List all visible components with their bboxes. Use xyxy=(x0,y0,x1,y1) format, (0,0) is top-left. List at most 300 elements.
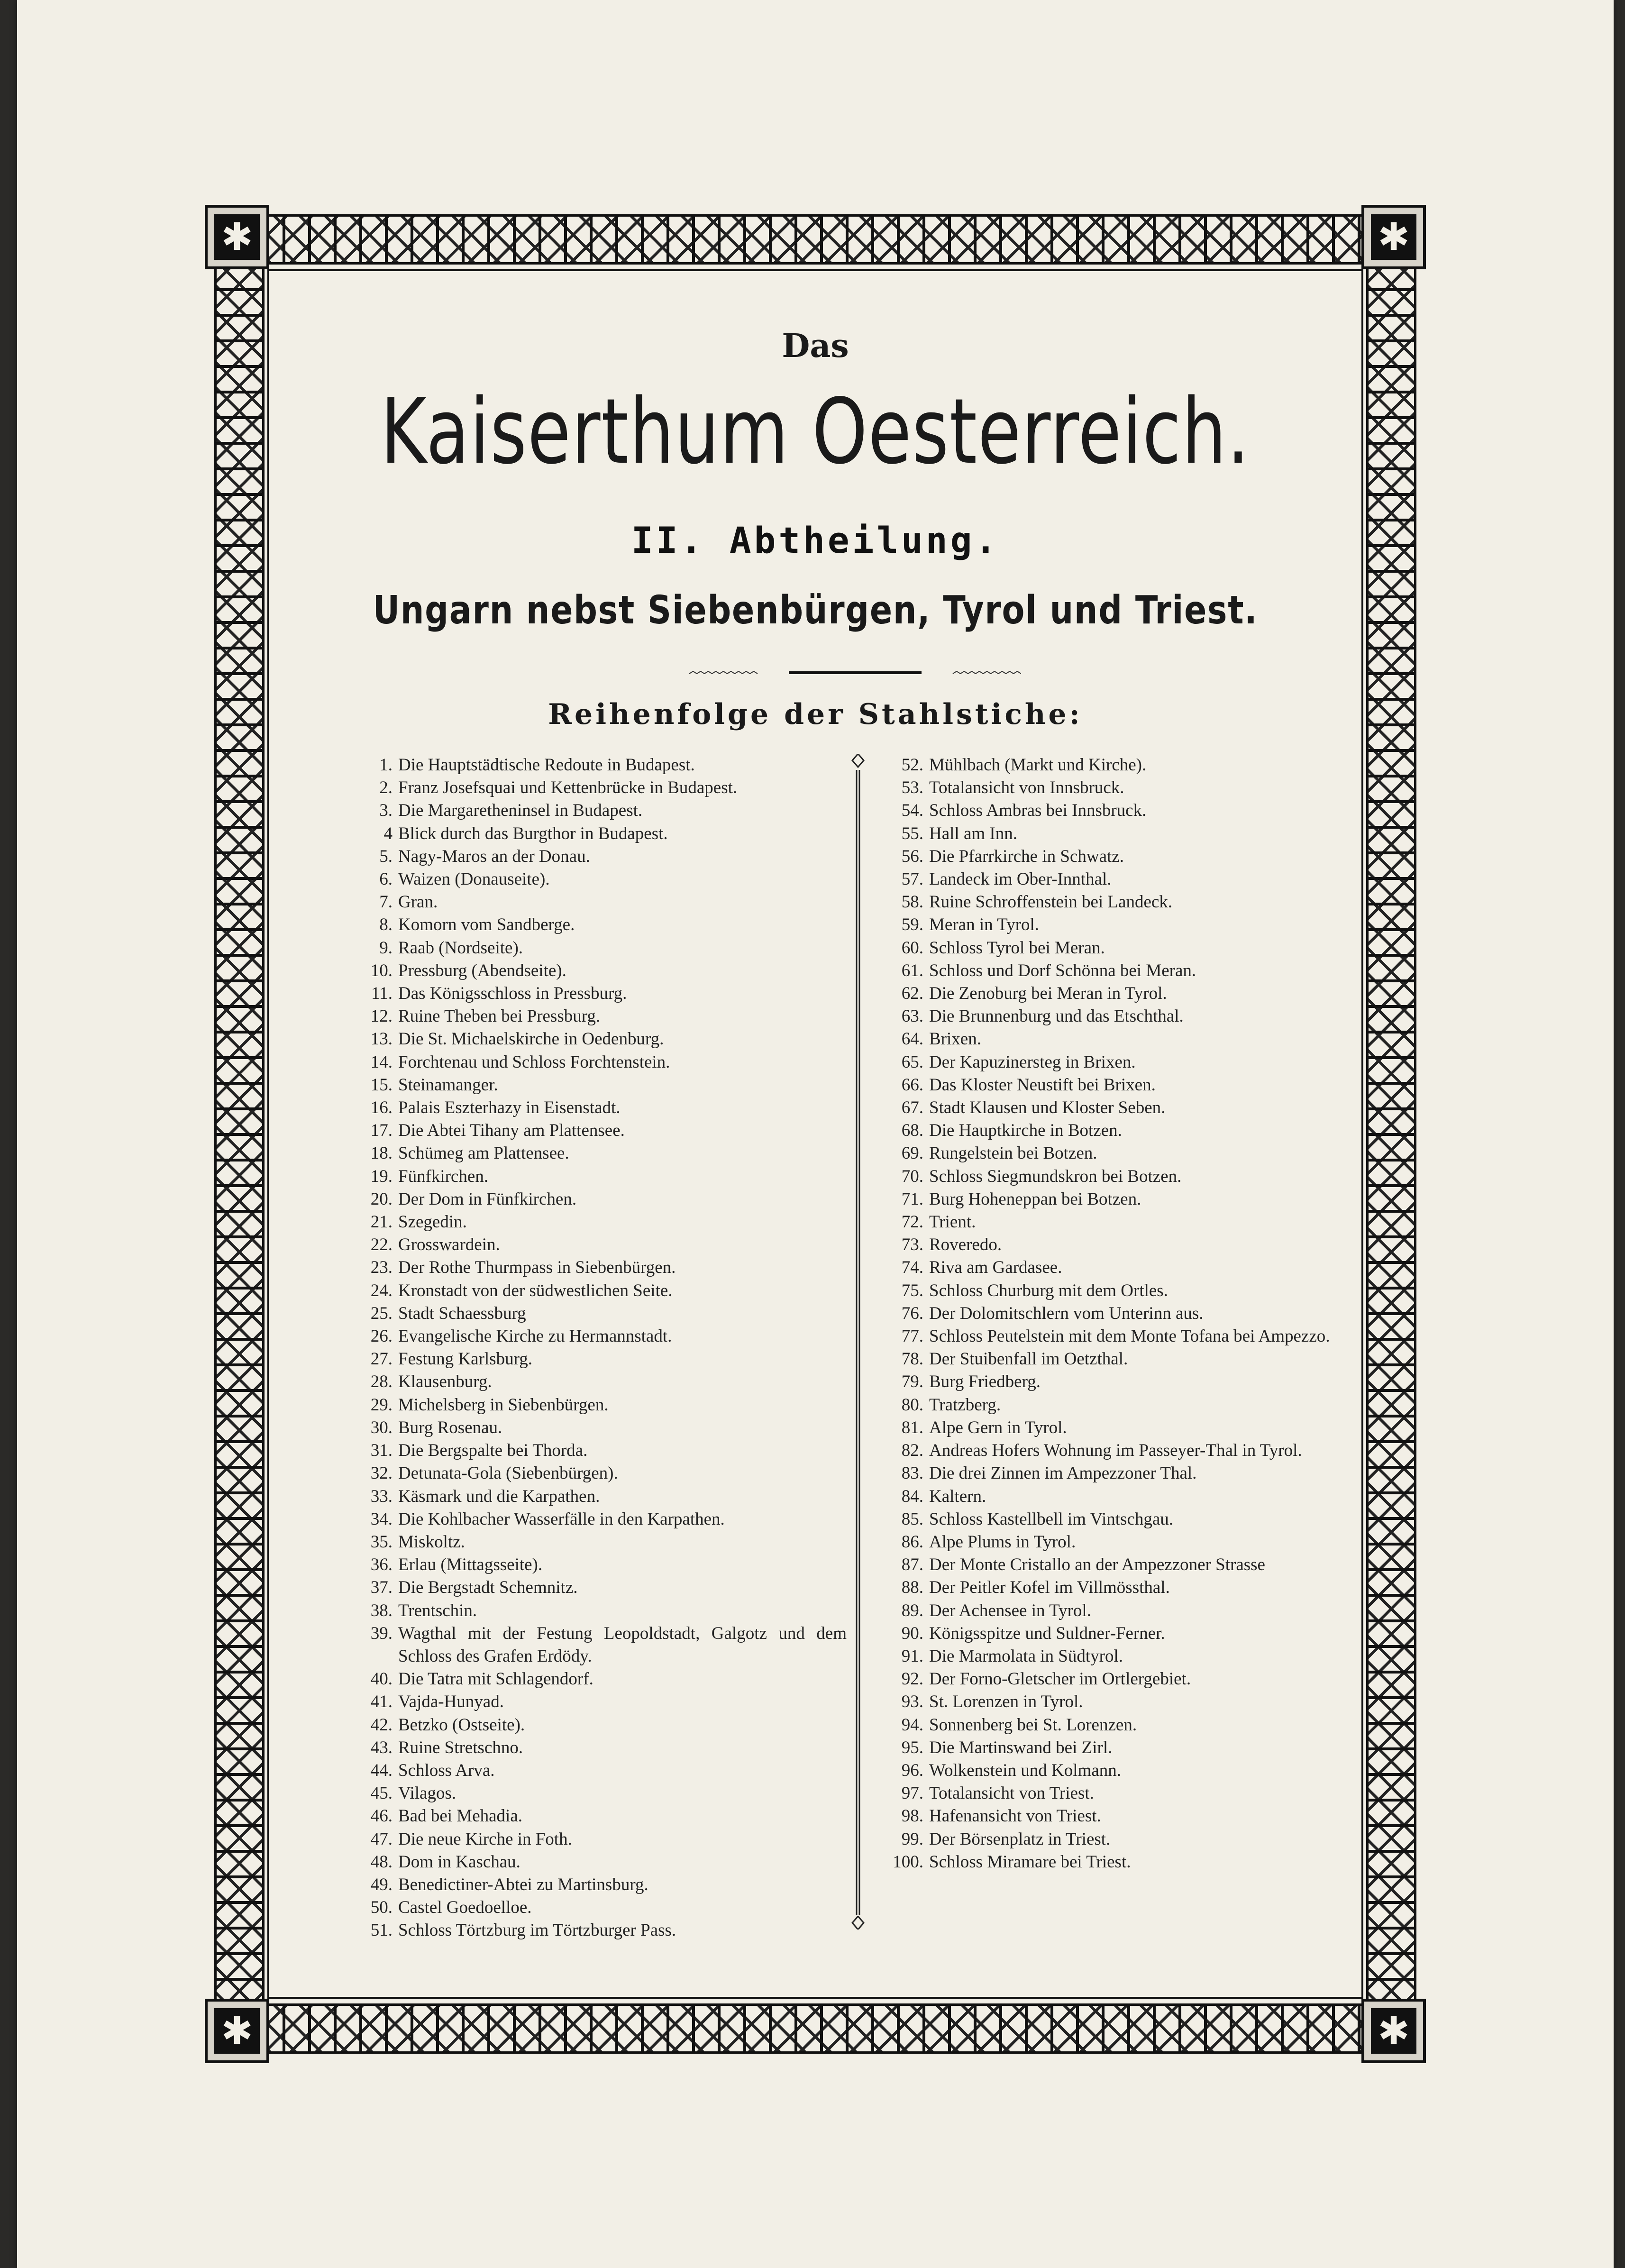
plate-number: 80. xyxy=(901,1395,923,1415)
list-item xyxy=(886,1280,1397,1302)
plate-title: Stadt Schaessburg xyxy=(398,1303,526,1323)
list-item xyxy=(349,1256,847,1279)
plate-number: 24. xyxy=(370,1280,393,1300)
list-item xyxy=(886,1051,1397,1074)
list-item xyxy=(349,1051,847,1074)
plate-number: 59. xyxy=(901,915,923,935)
list-item xyxy=(886,1256,1397,1279)
plate-title: Der Monte Cristallo an der Ampezzoner Strasse xyxy=(929,1555,1265,1575)
plate-title: Hall am Inn. xyxy=(929,823,1017,843)
border-top xyxy=(231,214,1399,265)
plate-number: 76. xyxy=(901,1303,923,1323)
list-item xyxy=(349,1668,847,1691)
plate-title: Roveredo. xyxy=(929,1235,1002,1255)
list-item xyxy=(349,799,847,822)
list-item xyxy=(349,1028,847,1051)
plate-number: 22. xyxy=(370,1235,393,1255)
plate-title: Der Peitler Kofel im Villmössthal. xyxy=(929,1578,1170,1598)
plate-title: Die Hauptkirche in Botzen. xyxy=(929,1121,1122,1141)
plate-number: 73. xyxy=(901,1235,923,1255)
page-title: Kaiserthum Oesterreich. xyxy=(380,379,1251,484)
plate-title: Erlau (Mittagsseite). xyxy=(398,1555,543,1575)
plate-title: Meran in Tyrol. xyxy=(929,915,1040,935)
plate-number: 92. xyxy=(901,1669,923,1689)
list-item xyxy=(349,1165,847,1188)
plate-number: 71. xyxy=(901,1189,923,1209)
plate-number: 69. xyxy=(901,1143,923,1163)
plate-number: 68. xyxy=(901,1121,923,1141)
plate-title: Andreas Hofers Wohnung im Passeyer-Thal in Tyrol. xyxy=(929,1441,1302,1461)
plate-number: 90. xyxy=(901,1623,923,1643)
plate-number: 56. xyxy=(901,846,923,866)
plate-number: 18. xyxy=(370,1143,393,1163)
plate-list-right xyxy=(886,754,1397,1874)
list-item xyxy=(886,1439,1397,1462)
plate-title: Burg Friedberg. xyxy=(929,1372,1041,1392)
plate-number: 26. xyxy=(370,1326,393,1346)
plate-title: Kronstadt von der südwestlichen Seite. xyxy=(398,1280,673,1300)
plate-number: 78. xyxy=(901,1349,923,1369)
plate-title: Ruine Schroffenstein bei Landeck. xyxy=(929,892,1173,912)
plate-number: 35. xyxy=(370,1532,393,1552)
list-item xyxy=(886,1234,1397,1256)
plate-number: 33. xyxy=(370,1486,393,1506)
plate-number: 49. xyxy=(370,1875,393,1894)
list-item xyxy=(349,1280,847,1302)
list-item xyxy=(349,845,847,868)
list-item xyxy=(349,823,847,845)
plate-title: Michelsberg in Siebenbürgen. xyxy=(398,1395,609,1415)
corner-ornament-top-right xyxy=(1361,205,1426,269)
plate-number: 61. xyxy=(901,960,923,980)
plate-list-left xyxy=(349,754,847,1942)
plate-number: 100. xyxy=(893,1852,923,1872)
list-item xyxy=(886,1576,1397,1599)
list-item xyxy=(886,1531,1397,1554)
plate-number: 88. xyxy=(901,1578,923,1598)
plate-title: Festung Karlsburg. xyxy=(398,1349,532,1369)
list-item xyxy=(349,1805,847,1828)
list-item xyxy=(886,823,1397,845)
asterisk-flower-icon: ✱ xyxy=(214,214,260,260)
plate-title: Benedictiner-Abtei zu Martinsburg. xyxy=(398,1875,648,1894)
plate-number: 50. xyxy=(370,1898,393,1918)
plate-number: 58. xyxy=(901,892,923,912)
plate-number: 55. xyxy=(901,823,923,843)
plate-title: Betzko (Ostseite). xyxy=(398,1715,525,1735)
list-item xyxy=(349,1394,847,1417)
list-item xyxy=(886,1394,1397,1417)
plate-title: Wolkenstein und Kolmann. xyxy=(929,1760,1121,1780)
list-item xyxy=(349,868,847,891)
plate-number: 40. xyxy=(370,1669,393,1689)
plate-number: 3. xyxy=(379,801,393,821)
plate-number: 85. xyxy=(901,1509,923,1529)
plate-title: Der Rothe Thurmpass in Siebenbürgen. xyxy=(398,1258,676,1278)
list-item xyxy=(886,1485,1397,1508)
list-item xyxy=(886,1782,1397,1805)
list-item xyxy=(886,868,1397,891)
plate-title: Komorn vom Sandberge. xyxy=(398,915,575,935)
corner-ornament-bottom-left xyxy=(205,1999,269,2063)
list-item xyxy=(349,1234,847,1256)
plate-number: 57. xyxy=(901,869,923,889)
plate-number: 15. xyxy=(370,1075,393,1095)
plate-title: Pressburg (Abendseite). xyxy=(398,960,566,980)
plate-title: Die St. Michaelskirche in Oedenburg. xyxy=(398,1029,664,1049)
plate-number: 82. xyxy=(901,1441,923,1461)
plate-title: Blick durch das Burgthor in Budapest. xyxy=(398,823,668,843)
list-item xyxy=(886,1851,1397,1874)
list-item xyxy=(886,1325,1397,1348)
list-item xyxy=(886,1074,1397,1097)
plate-number: 83. xyxy=(901,1463,923,1483)
plate-title: Evangelische Kirche zu Hermannstadt. xyxy=(398,1326,672,1346)
list-item xyxy=(349,1325,847,1348)
plate-number: 48. xyxy=(370,1852,393,1872)
plate-title: Die Marmolata in Südtyrol. xyxy=(929,1646,1123,1666)
plate-title: Hafenansicht von Triest. xyxy=(929,1806,1101,1826)
plate-title: Das Königsschloss in Pressburg. xyxy=(398,984,627,1004)
list-item xyxy=(349,1097,847,1119)
plate-title: Der Dolomitschlern vom Unterinn aus. xyxy=(929,1303,1204,1323)
list-item xyxy=(886,1005,1397,1028)
plate-number: 21. xyxy=(370,1212,393,1232)
plate-number: 1. xyxy=(379,755,393,775)
plate-number: 53. xyxy=(901,778,923,798)
plate-title: Klausenburg. xyxy=(398,1372,492,1392)
list-item xyxy=(349,982,847,1005)
plate-title: Rungelstein bei Botzen. xyxy=(929,1143,1097,1163)
plate-number: 42. xyxy=(370,1715,393,1735)
plate-number: 60. xyxy=(901,938,923,958)
plate-title: Schloss Törtzburg im Törtzburger Pass. xyxy=(398,1920,676,1940)
plate-number: 64. xyxy=(901,1029,923,1049)
plate-title: Grosswardein. xyxy=(398,1235,500,1255)
corner-ornament-bottom-right xyxy=(1361,1999,1426,2063)
plate-number: 96. xyxy=(901,1760,923,1780)
asterisk-flower-icon: ✱ xyxy=(1371,214,1416,260)
paper-sheet xyxy=(17,0,1614,2268)
plate-title: Die Bergspalte bei Thorda. xyxy=(398,1441,588,1461)
plate-number: 54. xyxy=(901,801,923,821)
list-item xyxy=(349,891,847,914)
plate-number: 63. xyxy=(901,1006,923,1026)
plate-number: 44. xyxy=(370,1760,393,1780)
plate-number: 67. xyxy=(901,1098,923,1118)
list-item xyxy=(349,1371,847,1393)
plate-title: Schloss Siegmundskron bei Botzen. xyxy=(929,1166,1182,1186)
plate-title: Totalansicht von Innsbruck. xyxy=(929,778,1124,798)
plate-title: Die Bergstadt Schemnitz. xyxy=(398,1578,578,1598)
list-item xyxy=(886,754,1397,777)
plate-title: Schümeg am Plattensee. xyxy=(398,1143,569,1163)
plate-title: Schloss Churburg mit dem Ortles. xyxy=(929,1280,1168,1300)
list-item xyxy=(349,1188,847,1211)
plate-title: Die Pfarrkirche in Schwatz. xyxy=(929,846,1124,866)
plate-title: Raab (Nordseite). xyxy=(398,938,523,958)
plate-title: Alpe Plums in Tyrol. xyxy=(929,1532,1076,1552)
plate-number: 4 xyxy=(383,823,393,843)
list-item xyxy=(886,1302,1397,1325)
list-item xyxy=(886,1142,1397,1165)
list-item xyxy=(349,1851,847,1874)
plate-number: 94. xyxy=(901,1715,923,1735)
list-item xyxy=(349,1005,847,1028)
plate-title: Burg Rosenau. xyxy=(398,1418,502,1437)
list-item xyxy=(349,1896,847,1919)
plate-title: Steinamanger. xyxy=(398,1075,498,1095)
plate-title: Forchtenau und Schloss Forchtenstein. xyxy=(398,1052,670,1072)
plate-number: 41. xyxy=(370,1692,393,1712)
plate-title: Schloss und Dorf Schönna bei Meran. xyxy=(929,960,1196,980)
list-item xyxy=(349,1417,847,1439)
plate-title: Der Dom in Fünfkirchen. xyxy=(398,1189,577,1209)
plate-number: 81. xyxy=(901,1418,923,1437)
plate-number: 29. xyxy=(370,1395,393,1415)
plate-title: Tratzberg. xyxy=(929,1395,1001,1415)
plate-title: Brixen. xyxy=(929,1029,981,1049)
plate-number: 39. xyxy=(370,1623,393,1643)
plate-number: 6. xyxy=(379,869,393,889)
list-item xyxy=(349,1919,847,1942)
plate-title: Die Margaretheninsel in Budapest. xyxy=(398,801,643,821)
plate-number: 62. xyxy=(901,984,923,1004)
plate-title: Castel Goedoelloe. xyxy=(398,1898,532,1918)
plate-number: 32. xyxy=(370,1463,393,1483)
plate-title: Der Forno-Gletscher im Ortlergebiet. xyxy=(929,1669,1191,1689)
list-item xyxy=(886,799,1397,822)
plate-number: 75. xyxy=(901,1280,923,1300)
list-item xyxy=(349,1691,847,1713)
plate-number: 34. xyxy=(370,1509,393,1529)
plate-title: Der Achensee in Tyrol. xyxy=(929,1600,1091,1620)
list-item xyxy=(349,754,847,777)
list-item xyxy=(886,891,1397,914)
plate-title: Palais Eszterhazy in Eisenstadt. xyxy=(398,1098,621,1118)
plate-title: Landeck im Ober-Innthal. xyxy=(929,869,1112,889)
plate-number: 38. xyxy=(370,1600,393,1620)
plate-title: Trentschin. xyxy=(398,1600,477,1620)
list-item xyxy=(349,1576,847,1599)
list-item xyxy=(886,1508,1397,1531)
plate-number: 30. xyxy=(370,1418,393,1437)
list-item xyxy=(886,1188,1397,1211)
plate-number: 72. xyxy=(901,1212,923,1232)
list-item xyxy=(349,1074,847,1097)
list-item xyxy=(349,1714,847,1737)
plate-title: St. Lorenzen in Tyrol. xyxy=(929,1692,1083,1712)
plate-number: 87. xyxy=(901,1555,923,1575)
corner-ornament-top-left xyxy=(205,205,269,269)
part-label: II. Abtheilung. xyxy=(631,519,1000,561)
plate-title: Vajda-Hunyad. xyxy=(398,1692,504,1712)
list-item xyxy=(349,1211,847,1234)
plate-title: Der Kapuzinersteg in Brixen. xyxy=(929,1052,1136,1072)
list-item xyxy=(349,1119,847,1142)
plate-number: 79. xyxy=(901,1372,923,1392)
plate-number: 19. xyxy=(370,1166,393,1186)
plate-title: Schloss Arva. xyxy=(398,1760,495,1780)
plate-title: Nagy-Maros an der Donau. xyxy=(398,846,590,866)
list-item xyxy=(349,1302,847,1325)
list-item xyxy=(886,1165,1397,1188)
list-item xyxy=(886,1417,1397,1439)
list-item xyxy=(349,1142,847,1165)
list-item xyxy=(886,1805,1397,1828)
ornamental-divider xyxy=(689,669,1021,676)
list-item xyxy=(349,960,847,982)
plate-number: 74. xyxy=(901,1258,923,1278)
plate-number: 37. xyxy=(370,1578,393,1598)
plate-number: 14. xyxy=(370,1052,393,1072)
list-item xyxy=(886,1097,1397,1119)
plate-title: Schloss Ambras bei Innsbruck. xyxy=(929,801,1147,821)
list-item xyxy=(349,1439,847,1462)
plate-title: Der Stuibenfall im Oetzthal. xyxy=(929,1349,1128,1369)
plate-title: Kaltern. xyxy=(929,1486,986,1506)
plate-title: Burg Hoheneppan bei Botzen. xyxy=(929,1189,1141,1209)
plate-title: Die Kohlbacher Wasserfälle in den Karpathen. xyxy=(398,1509,725,1529)
plate-number: 8. xyxy=(379,915,393,935)
plate-number: 43. xyxy=(370,1738,393,1757)
list-item xyxy=(349,1759,847,1782)
plate-number: 93. xyxy=(901,1692,923,1712)
list-item xyxy=(349,777,847,799)
list-item xyxy=(886,1622,1397,1645)
plate-number: 27. xyxy=(370,1349,393,1369)
list-item xyxy=(886,1828,1397,1851)
plate-title: Schloss Peutelstein mit dem Monte Tofana bei Ampezzo. xyxy=(929,1326,1330,1346)
plate-title: Vilagos. xyxy=(398,1783,456,1803)
list-item xyxy=(349,1485,847,1508)
plate-number: 11. xyxy=(371,984,393,1004)
plate-title: Schloss Kastellbell im Vintschgau. xyxy=(929,1509,1174,1529)
list-item xyxy=(349,1828,847,1851)
plate-title: Franz Josefsquai und Kettenbrücke in Budapest. xyxy=(398,778,738,798)
border-bottom xyxy=(231,2003,1399,2054)
list-item xyxy=(886,777,1397,799)
list-item xyxy=(349,1782,847,1805)
list-item xyxy=(886,1714,1397,1737)
plate-number: 7. xyxy=(379,892,393,912)
asterisk-flower-icon: ✱ xyxy=(1371,2008,1416,2054)
plate-title: Waizen (Donauseite). xyxy=(398,869,550,889)
list-item xyxy=(886,845,1397,868)
plate-number: 52. xyxy=(901,755,923,775)
plate-number: 65. xyxy=(901,1052,923,1072)
plate-number: 28. xyxy=(370,1372,393,1392)
asterisk-flower-icon: ✱ xyxy=(214,2008,260,2054)
plate-title: Miskoltz. xyxy=(398,1532,465,1552)
plate-title: Der Börsenplatz in Triest. xyxy=(929,1829,1111,1849)
plate-title: Die Zenoburg bei Meran in Tyrol. xyxy=(929,984,1167,1004)
plate-number: 16. xyxy=(370,1098,393,1118)
list-item xyxy=(886,1348,1397,1371)
list-item xyxy=(349,1462,847,1485)
list-item xyxy=(349,1348,847,1371)
list-item xyxy=(886,1737,1397,1759)
list-item xyxy=(349,1508,847,1531)
subtitle: Ungarn nebst Siebenbürgen, Tyrol und Triest. xyxy=(373,588,1258,633)
plate-number: 2. xyxy=(379,778,393,798)
plate-title: Die Abtei Tihany am Plattensee. xyxy=(398,1121,625,1141)
plate-title: Königsspitze und Suldner-Ferner. xyxy=(929,1623,1165,1643)
list-item xyxy=(886,1645,1397,1668)
list-item xyxy=(886,1462,1397,1485)
plate-title: Gran. xyxy=(398,892,438,912)
plate-number: 10. xyxy=(370,960,393,980)
plate-title: Sonnenberg bei St. Lorenzen. xyxy=(929,1715,1137,1735)
plate-title: Detunata-Gola (Siebenbürgen). xyxy=(398,1463,618,1483)
plate-number: 9. xyxy=(379,938,393,958)
plate-title: Stadt Klausen und Kloster Seben. xyxy=(929,1098,1166,1118)
plate-number: 12. xyxy=(370,1006,393,1026)
plate-number: 86. xyxy=(901,1532,923,1552)
list-item xyxy=(349,937,847,960)
plate-number: 46. xyxy=(370,1806,393,1826)
list-item xyxy=(886,1668,1397,1691)
plate-title: Das Kloster Neustift bei Brixen. xyxy=(929,1075,1156,1095)
plate-number: 31. xyxy=(370,1441,393,1461)
list-item xyxy=(886,1371,1397,1393)
plate-number: 66. xyxy=(901,1075,923,1095)
plate-number: 13. xyxy=(370,1029,393,1049)
list-item xyxy=(349,1737,847,1759)
list-item xyxy=(886,914,1397,936)
plate-number: 17. xyxy=(370,1121,393,1141)
plate-number: 91. xyxy=(901,1646,923,1666)
list-item xyxy=(886,982,1397,1005)
title-prefix: Das xyxy=(782,327,849,365)
plate-number: 97. xyxy=(901,1783,923,1803)
plate-title: Mühlbach (Markt und Kirche). xyxy=(929,755,1147,775)
list-item xyxy=(886,1691,1397,1713)
plate-title: Totalansicht von Triest. xyxy=(929,1783,1094,1803)
plate-title: Dom in Kaschau. xyxy=(398,1852,520,1872)
list-item xyxy=(886,1211,1397,1234)
list-item xyxy=(349,1874,847,1896)
plate-title: Käsmark und die Karpathen. xyxy=(398,1486,600,1506)
plate-title: Ruine Stretschno. xyxy=(398,1738,523,1757)
list-item xyxy=(886,1554,1397,1576)
plate-number: 51. xyxy=(370,1920,393,1940)
list-item xyxy=(886,1119,1397,1142)
list-item xyxy=(886,937,1397,960)
plate-number: 47. xyxy=(370,1829,393,1849)
plate-number: 70. xyxy=(901,1166,923,1186)
list-item xyxy=(886,1759,1397,1782)
plate-number: 95. xyxy=(901,1738,923,1757)
list-item xyxy=(349,1554,847,1576)
list-item xyxy=(349,914,847,936)
list-item xyxy=(349,1531,847,1554)
plate-title: Die Brunnenburg und das Etschthal. xyxy=(929,1006,1184,1026)
plate-number: 77. xyxy=(901,1326,923,1346)
plate-title: Die drei Zinnen im Ampezzoner Thal. xyxy=(929,1463,1197,1483)
list-heading: Reihenfolge der Stahlstiche: xyxy=(548,698,1083,731)
plate-title: Die neue Kirche in Foth. xyxy=(398,1829,572,1849)
plate-number: 20. xyxy=(370,1189,393,1209)
list-item xyxy=(349,1600,847,1622)
plate-number: 23. xyxy=(370,1258,393,1278)
plate-title: Trient. xyxy=(929,1212,976,1232)
plate-number: 84. xyxy=(901,1486,923,1506)
plate-title: Riva am Gardasee. xyxy=(929,1258,1062,1278)
plate-title: Wagthal mit der Festung Leopoldstadt, Galgotz und dem Schloss des Grafen Erdödy. xyxy=(398,1623,847,1666)
plate-title: Schloss Miramare bei Triest. xyxy=(929,1852,1131,1872)
plate-title: Die Tatra mit Schlagendorf. xyxy=(398,1669,593,1689)
